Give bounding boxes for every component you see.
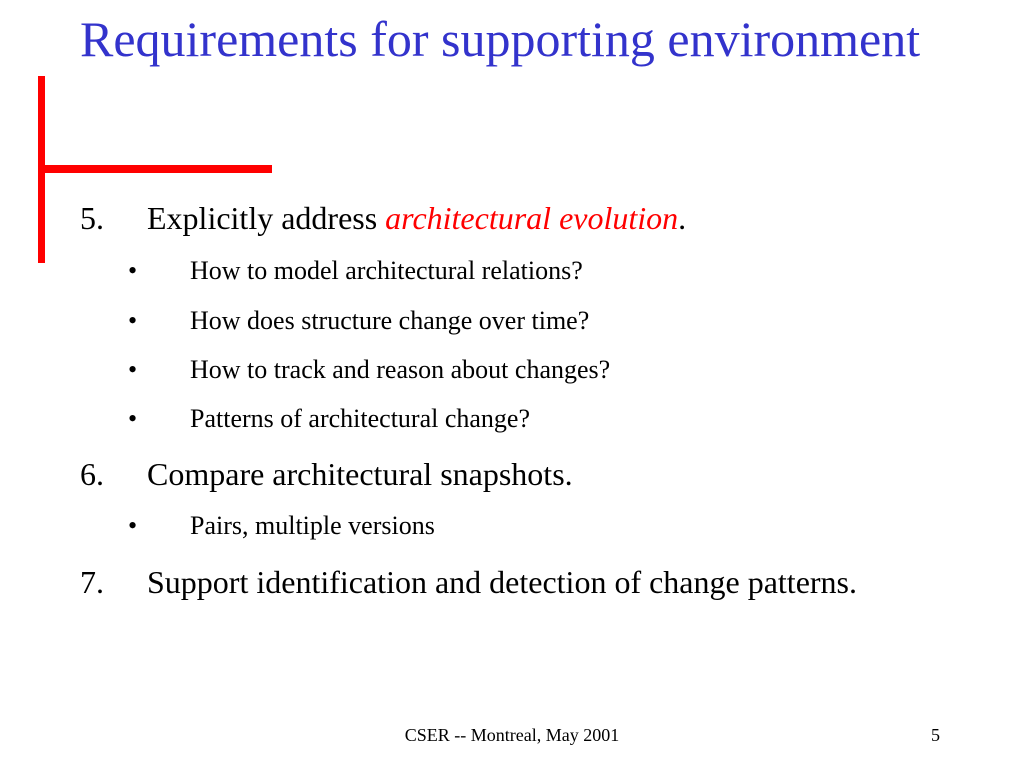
page-number: 5 — [931, 725, 940, 745]
list-item-number: 7. — [80, 564, 104, 600]
list-item-number: 6. — [80, 456, 104, 492]
slide-title: Requirements for supporting environment — [80, 11, 921, 67]
list-item-text-lead: Explicitly address — [147, 200, 386, 236]
bullet-icon: • — [128, 306, 138, 335]
sub-item-text: How to model architectural relations? — [190, 256, 583, 285]
sub-item-text: How to track and reason about changes? — [190, 355, 611, 384]
list-item-text-end: . — [678, 200, 687, 236]
list-item-text: Compare architectural snapshots. — [147, 456, 573, 492]
emphasis-text: architectural evolution — [385, 200, 679, 236]
bullet-icon: • — [128, 511, 138, 540]
sub-item-text: How does structure change over time? — [190, 306, 590, 335]
bullet-icon: • — [128, 256, 138, 285]
bullet-icon: • — [128, 355, 138, 384]
sub-item-text: Patterns of architectural change? — [190, 404, 530, 433]
footer-text: CSER -- Montreal, May 2001 — [404, 725, 620, 745]
bullet-icon: • — [128, 404, 138, 433]
sub-item-text: Pairs, multiple versions — [190, 511, 435, 540]
list-item-text — [147, 196, 927, 241]
list-item-number: 5. — [80, 200, 104, 236]
list-item-text: Support identification and detection of change patterns. — [147, 564, 857, 600]
